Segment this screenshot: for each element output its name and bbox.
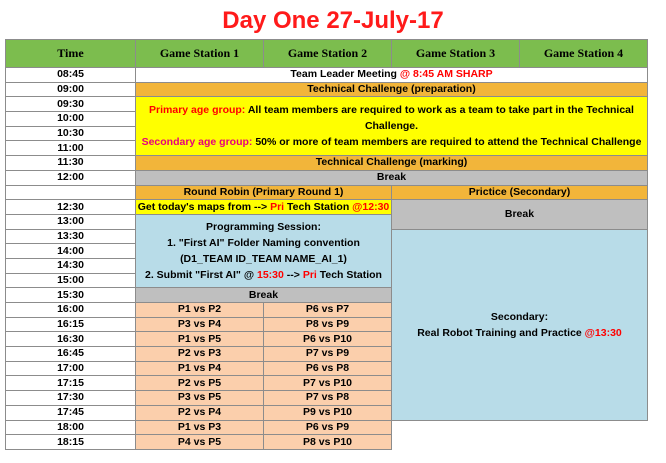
match-station-1: P1 vs P3 bbox=[136, 420, 264, 435]
match-station-2: P7 vs P9 bbox=[264, 347, 392, 362]
submit-arrow: --> bbox=[283, 269, 303, 282]
secondary-title: Secondary: bbox=[490, 310, 549, 323]
maps-pri: Pri bbox=[270, 200, 285, 213]
schedule-table bbox=[5, 39, 648, 450]
match-station-2: P6 vs P10 bbox=[264, 332, 392, 347]
header-row bbox=[6, 40, 648, 68]
time-cell bbox=[6, 185, 136, 200]
submit-text: 2. Submit "First AI" @ bbox=[145, 269, 257, 282]
header-game-station-4: Game Station 4 bbox=[520, 40, 648, 68]
match-station-2: P6 vs P7 bbox=[264, 303, 392, 318]
time-cell: 09:00 bbox=[6, 82, 136, 97]
maps-station: Tech Station bbox=[284, 200, 353, 213]
submit-pri: Pri bbox=[302, 269, 317, 282]
time-cell: 16:15 bbox=[6, 317, 136, 332]
round-robin-break: Break bbox=[136, 288, 392, 303]
header-game-station-2: Game Station 2 bbox=[264, 40, 392, 68]
secondary-break-cell: Break bbox=[392, 200, 648, 229]
age-group-requirements bbox=[136, 97, 648, 156]
match-station-2: P8 vs P9 bbox=[264, 317, 392, 332]
header-game-station-3: Game Station 3 bbox=[392, 40, 520, 68]
team-leader-meeting bbox=[136, 68, 648, 83]
time-cell: 17:00 bbox=[6, 361, 136, 376]
time-cell: 17:30 bbox=[6, 391, 136, 406]
header-time: Time bbox=[6, 40, 136, 68]
header-game-station-1: Game Station 1 bbox=[136, 40, 264, 68]
time-cell: 16:00 bbox=[6, 303, 136, 318]
time-cell: 16:30 bbox=[6, 332, 136, 347]
time-cell: 12:30 bbox=[6, 200, 136, 215]
time-cell: 10:30 bbox=[6, 126, 136, 141]
time-cell: 13:30 bbox=[6, 229, 136, 244]
time-cell: 11:00 bbox=[6, 141, 136, 156]
match-station-2: P7 vs P8 bbox=[264, 391, 392, 406]
meeting-time: @ 8:45 AM SHARP bbox=[399, 68, 493, 81]
match-station-1: P2 vs P5 bbox=[136, 376, 264, 391]
time-cell: 08:45 bbox=[6, 68, 136, 83]
programming-step-2 bbox=[136, 267, 391, 283]
match-station-1: P2 vs P4 bbox=[136, 405, 264, 420]
empty-cell bbox=[392, 435, 648, 450]
time-cell: 13:00 bbox=[6, 214, 136, 229]
programming-naming: (D1_TEAM ID_TEAM NAME_AI_1) bbox=[180, 253, 347, 266]
match-station-1: P4 vs P5 bbox=[136, 435, 264, 450]
time-cell: 14:00 bbox=[6, 244, 136, 259]
programming-title: Programming Session: bbox=[206, 221, 321, 234]
secondary-text: 50% or more of team members are required to attend the Technical Challenge bbox=[252, 136, 642, 149]
match-station-2: P9 vs P10 bbox=[264, 405, 392, 420]
primary-label: Primary age group: bbox=[149, 104, 246, 117]
match-station-1: P1 vs P2 bbox=[136, 303, 264, 318]
match-station-1: P2 vs P3 bbox=[136, 347, 264, 362]
time-cell: 17:45 bbox=[6, 405, 136, 420]
primary-age-group bbox=[136, 102, 647, 134]
match-station-1: P1 vs P5 bbox=[136, 332, 264, 347]
maps-time: @12:30 bbox=[352, 200, 390, 213]
secondary-practice bbox=[392, 325, 647, 341]
match-station-1: P3 vs P4 bbox=[136, 317, 264, 332]
practice-secondary-header: Prictice (Secondary) bbox=[392, 185, 648, 200]
time-cell: 14:30 bbox=[6, 258, 136, 273]
match-station-2: P7 vs P10 bbox=[264, 376, 392, 391]
primary-text: All team members are required to work as a team to take part in the Technical Challenge. bbox=[245, 104, 634, 133]
match-station-1: P3 vs P5 bbox=[136, 391, 264, 406]
time-cell: 10:00 bbox=[6, 112, 136, 127]
submit-station: Tech Station bbox=[316, 269, 382, 282]
technical-challenge-marking: Technical Challenge (marking) bbox=[136, 156, 648, 171]
secondary-label: Secondary age group: bbox=[141, 136, 253, 149]
maps-notice bbox=[136, 200, 392, 215]
match-station-2: P6 vs P9 bbox=[264, 420, 392, 435]
secondary-practice-time: @13:30 bbox=[584, 326, 622, 339]
time-cell: 18:00 bbox=[6, 420, 136, 435]
time-cell: 15:30 bbox=[6, 288, 136, 303]
round-robin-header: Round Robin (Primary Round 1) bbox=[136, 185, 392, 200]
time-cell: 16:45 bbox=[6, 347, 136, 362]
time-cell: 12:00 bbox=[6, 170, 136, 185]
break-cell: Break bbox=[136, 170, 648, 185]
time-cell: 18:15 bbox=[6, 435, 136, 450]
time-cell: 17:15 bbox=[6, 376, 136, 391]
match-station-2: P8 vs P10 bbox=[264, 435, 392, 450]
programming-step-1: 1. "First AI" Folder Naming convention bbox=[167, 237, 360, 250]
match-station-2: P6 vs P8 bbox=[264, 361, 392, 376]
maps-text: Get today's maps from --> bbox=[137, 200, 271, 213]
time-cell: 11:30 bbox=[6, 156, 136, 171]
secondary-practice-text: Real Robot Training and Practice bbox=[417, 326, 585, 339]
technical-challenge-preparation: Technical Challenge (preparation) bbox=[136, 82, 648, 97]
submit-time: 15:30 bbox=[256, 269, 284, 282]
secondary-training-block bbox=[392, 229, 648, 420]
time-cell: 15:00 bbox=[6, 273, 136, 288]
time-cell: 09:30 bbox=[6, 97, 136, 112]
page-title: Day One 27-July-17 bbox=[222, 7, 444, 34]
empty-cell bbox=[392, 420, 648, 435]
meeting-text: Team Leader Meeting bbox=[290, 68, 400, 81]
programming-session bbox=[136, 214, 392, 287]
match-station-1: P1 vs P4 bbox=[136, 361, 264, 376]
secondary-age-group bbox=[136, 134, 647, 150]
